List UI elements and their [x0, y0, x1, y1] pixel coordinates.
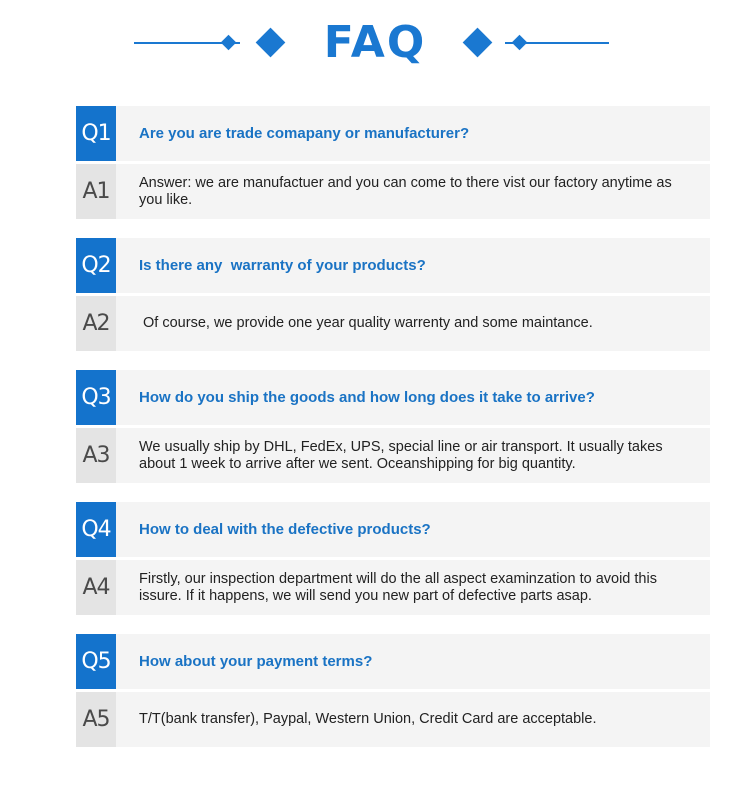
faq-list: [76, 106, 710, 766]
faq-item-5: [76, 634, 710, 747]
answer-badge: A5: [76, 692, 116, 747]
answer-text: T/T(bank transfer), Paypal, Western Union, Credit Card are acceptable.: [139, 711, 597, 728]
question-badge: Q2: [76, 238, 116, 293]
answer-text: Answer: we are manufactuer and you can come to there vist our factory anytime as you like.: [139, 175, 676, 208]
question-text: How do you ship the goods and how long does it take to arrive?: [139, 389, 595, 406]
header-line-right: [505, 42, 609, 44]
faq-header: [0, 0, 750, 90]
answer-text: We usually ship by DHL, FedEx, UPS, special line or air transport. It usually takes about 1 week to arrive after we sent. Oceanshipping for big quantity.: [139, 439, 667, 472]
faq-item-2: [76, 238, 710, 351]
question-row: [76, 370, 710, 425]
answer-badge: A2: [76, 296, 116, 351]
question-badge: Q3: [76, 370, 116, 425]
question-text: How to deal with the defective products?: [139, 521, 431, 538]
answer-badge: A3: [76, 428, 116, 483]
faq-item-3: [76, 370, 710, 483]
page-title: FAQ: [323, 17, 427, 68]
answer-text: Of course, we provide one year quality warrenty and some maintance.: [139, 315, 593, 332]
answer-text: Firstly, our inspection department will do the all aspect examinzation to avoid this issure. If it happens, we will send you new part of defective parts asap.: [139, 571, 661, 604]
question-badge: Q4: [76, 502, 116, 557]
question-row: [76, 106, 710, 161]
answer-badge: A1: [76, 164, 116, 219]
question-text: Are you are trade comapany or manufacturer?: [139, 125, 470, 142]
question-row: [76, 634, 710, 689]
question-badge: Q1: [76, 106, 116, 161]
question-text: How about your payment terms?: [139, 653, 373, 670]
answer-row: [76, 296, 710, 351]
answer-row: [76, 428, 710, 483]
question-row: [76, 502, 710, 557]
faq-item-1: [76, 106, 710, 219]
answer-badge: A4: [76, 560, 116, 615]
answer-row: [76, 692, 710, 747]
question-badge: Q5: [76, 634, 116, 689]
answer-row: [76, 164, 710, 219]
answer-row: [76, 560, 710, 615]
question-row: [76, 238, 710, 293]
faq-item-4: [76, 502, 710, 615]
question-text: Is there any warranty of your products?: [139, 257, 426, 274]
